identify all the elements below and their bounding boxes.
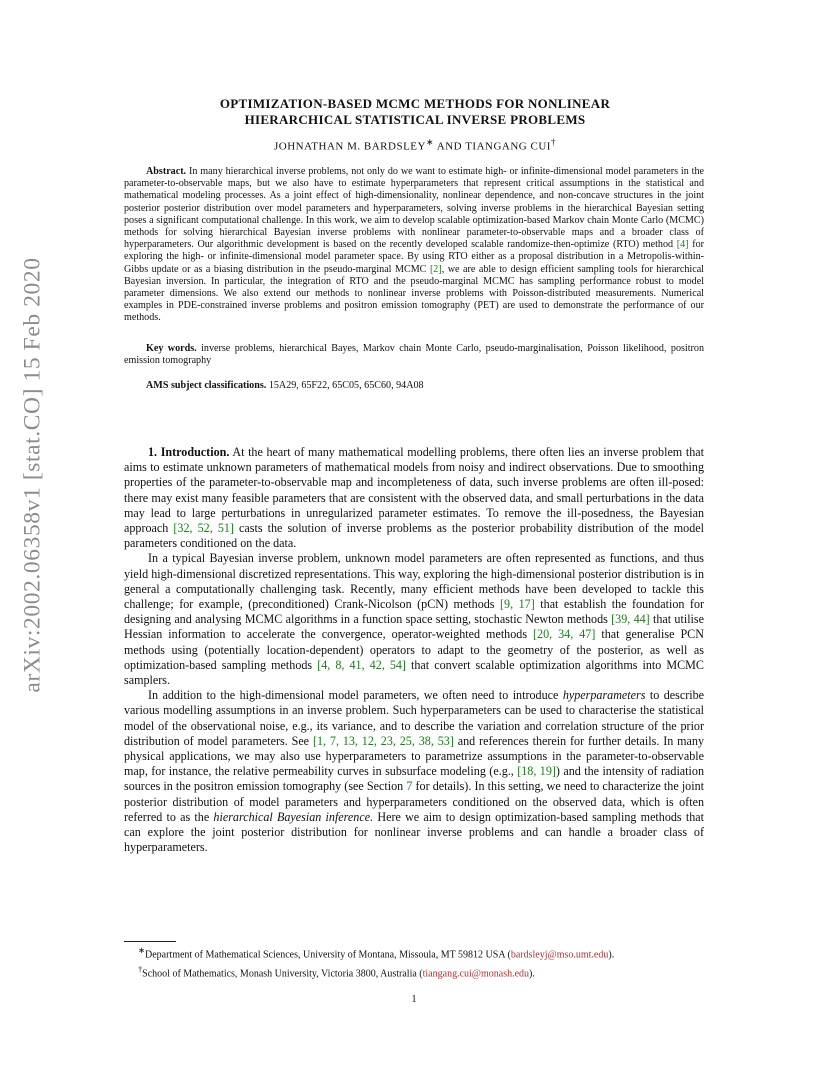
keywords-text: inverse problems, hierarchical Bayes, Markov chain Monte Carlo, pseudo-marginalisation, Poisson likelihood, positron emission tomography [124,342,704,366]
body-text: At the heart of many mathematical modelling problems, there often lies an inverse problem that aims to estimate unknown parameters of mathematical models from noisy and indirect observations. Due to smoothing properties of the parameter-to-observable map and incompleteness of data, such inverse problems are often ill-posed: there may exist many feasible parameters that are consistent with the observed data, and small perturbations in the data may lead to large perturbations in unregularized parameter estimates. To remove the ill-posedness, the Bayesian approach [124,445,704,536]
body-text: ) and the intensity of radiation sources in the positron emission tomography (see Section [124,764,704,794]
email-link[interactable]: tiangang.cui@monash.edu [422,967,530,979]
abstract-text: for exploring the high- or infinite-dimensional model parameter space. By using RTO either as a proposal distribution in a Metropolis-within-Gibbs update or as a biasing distribution in the pseudo-marginal MCMC [124,239,704,275]
citation-link[interactable]: [2] [429,263,442,275]
body-text: that convert scalable optimization algorithms into MCMC samplers. [124,657,704,688]
intro-paragraph-3 [124,688,704,855]
intro-paragraph-1 [124,445,704,551]
citation-link[interactable]: [20, 34, 47] [533,627,596,642]
body-text: In a typical Bayesian inverse problem, unknown model parameters are often represented as functions, and thus yield high-dimensional discretized representations. This way, exploring the high-dimensional posterior distribution is in general a computationally challenging task. Recently, many efficient methods have been developed to tackle this challenge; for example, (preconditioned) Crank-Nicolson (pCN) methods [124,551,704,612]
body-text: In addition to the high-dimensional model parameters, we often need to introduce [148,688,559,703]
body-text: casts the solution of inverse problems as the posterior probability distribution of the model parameters conditioned on the data. [124,521,704,551]
section-heading: 1. Introduction. [148,445,230,459]
citation-link[interactable]: [18, 19] [517,764,556,779]
author-and: AND [436,140,463,153]
body-text: that establish the foundation for designing and analysing MCMC algorithms in a function space setting, stochastic Newton methods [124,597,705,627]
author-line [120,137,710,153]
email-link[interactable]: bardsleyj@mso.umt.edu [510,949,609,961]
ams-text: 15A29, 65F22, 65C05, 65C60, 94A08 [268,380,424,392]
author-2: TIANGANG CUI [465,140,551,153]
citation-link[interactable]: [32, 52, 51] [173,521,234,536]
footnote-2 [124,964,704,981]
page-number: 1 [411,994,417,1005]
citation-link[interactable]: [9, 17] [500,597,535,612]
ams-classifications [124,380,704,392]
footnote-text: Department of Mathematical Sciences, University of Montana, Missoula, MT 59812 USA ( [144,949,511,961]
body-text: for details). In this setting, we need to characterize the joint posterior distribution of model parameters and hyperparameters conditioned on the observed data, which is often referred to as the [124,779,704,824]
keywords [124,343,704,367]
footnote-mark: ∗ [138,946,145,955]
footnote-1 [124,945,704,962]
citation-link[interactable]: [1, 7, 13, 12, 23, 25, 38, 53] [312,733,454,748]
abstract-paragraph [124,166,704,325]
abstract-text: , we are able to design efficient sampling tools for hierarchical Bayesian inversion. In particular, the integration of RTO and the pseudo-marginal MCMC has sampling performance robust to model parameter dimensions. We also extend our methods to nonlinear inverse problems with Poisson-distributed measurements. Numerical examples in PDE-constrained inverse problems and positron emission tomography (PET) are used to demonstrate the performance of our methods. [124,263,704,324]
section-reference-link[interactable]: 7 [406,779,413,794]
arxiv-stamp [18,255,48,695]
paper-title [120,96,710,128]
footnote-mark: † [138,964,143,974]
introduction-section [124,445,704,855]
ams-label: AMS subject classifications. [146,380,267,392]
footnotes [124,945,704,982]
emphasis-text: hyperparameters [562,688,646,703]
citation-link[interactable]: [39, 44] [611,612,650,627]
citation-link[interactable]: [4] [676,239,689,251]
abstract-text: In many hierarchical inverse problems, not only do we want to estimate high- or infinite-dimensional model parameters in the parameter-to-observable maps, but we also have to estimate hyperparameters that represent critical assumptions in the statistical and mathematical modeling processes. As a joint effect of high-dimensionality, nonlinear dependence, and non-concave structures in the joint posterior posterior distribution over model parameters and hyperparameters, solving inverse problems in the hierarchical Bayesian setting poses a significant computational challenge. In this work, we aim to develop scalable optimization-based Markov chain Monte Carlo (MCMC) methods for solving hierarchical Bayesian inverse problems with nonlinear parameter-to-observable maps and a broader class of hyperparameters. Our algorithmic development is based on the recently developed scalable randomize-then-optimize (RTO) method [124,166,704,251]
footnote-rule [124,941,176,942]
footnote-text: ). [529,967,535,979]
intro-paragraph-2 [124,551,704,688]
arxiv-id: arXiv:2002.06358v1 [stat.CO] 15 Feb 2020 [19,257,46,693]
author-1: JOHNATHAN M. BARDSLEY [273,140,426,153]
author-2-footnote-mark: † [550,137,557,147]
author-1-footnote-mark: ∗ [425,137,435,147]
footnote-text: School of Mathematics, Monash University, Victoria 3800, Australia ( [142,967,423,979]
abstract-block [124,166,704,392]
body-text: and references therein for further details. In many physical applications, we may also use hyperparameters to parametrize assumptions in the parameter-to-observable map, for instance, the relative permeability curves in subsurface modeling (e.g., [124,733,705,779]
footnote-text: ). [608,949,615,961]
body-text: Here we aim to design optimization-based sampling methods that can explore the joint posterior distribution for nonlinear inverse problems and can handle a broader class of hyperparameters. [124,809,704,855]
body-text: that utilise Hessian information to accelerate the convergence, operator-weighted methods [124,612,704,642]
keywords-label: Key words. [146,342,197,354]
body-text: that generalise PCN methods using (potentially location-dependent) operators to adapt to the geometry of the posterior, as well as optimization-based sampling methods [124,627,704,672]
citation-link[interactable]: [4, 8, 41, 42, 54] [317,657,406,672]
title-line-2: HIERARCHICAL STATISTICAL INVERSE PROBLEMS [244,112,586,127]
title-line-1: OPTIMIZATION-BASED MCMC METHODS FOR NONLINEAR [219,96,611,111]
body-text: to describe various modelling assumptions in an inverse problem. Such hyperparameters can be used to characterise the statistical model of the observational noise, e.g., its variance, and to describe the variation and correlation structure of the prior distribution of model parameters. See [124,688,704,748]
emphasis-text: hierarchical Bayesian inference. [213,809,374,824]
abstract-label: Abstract. [146,166,187,177]
